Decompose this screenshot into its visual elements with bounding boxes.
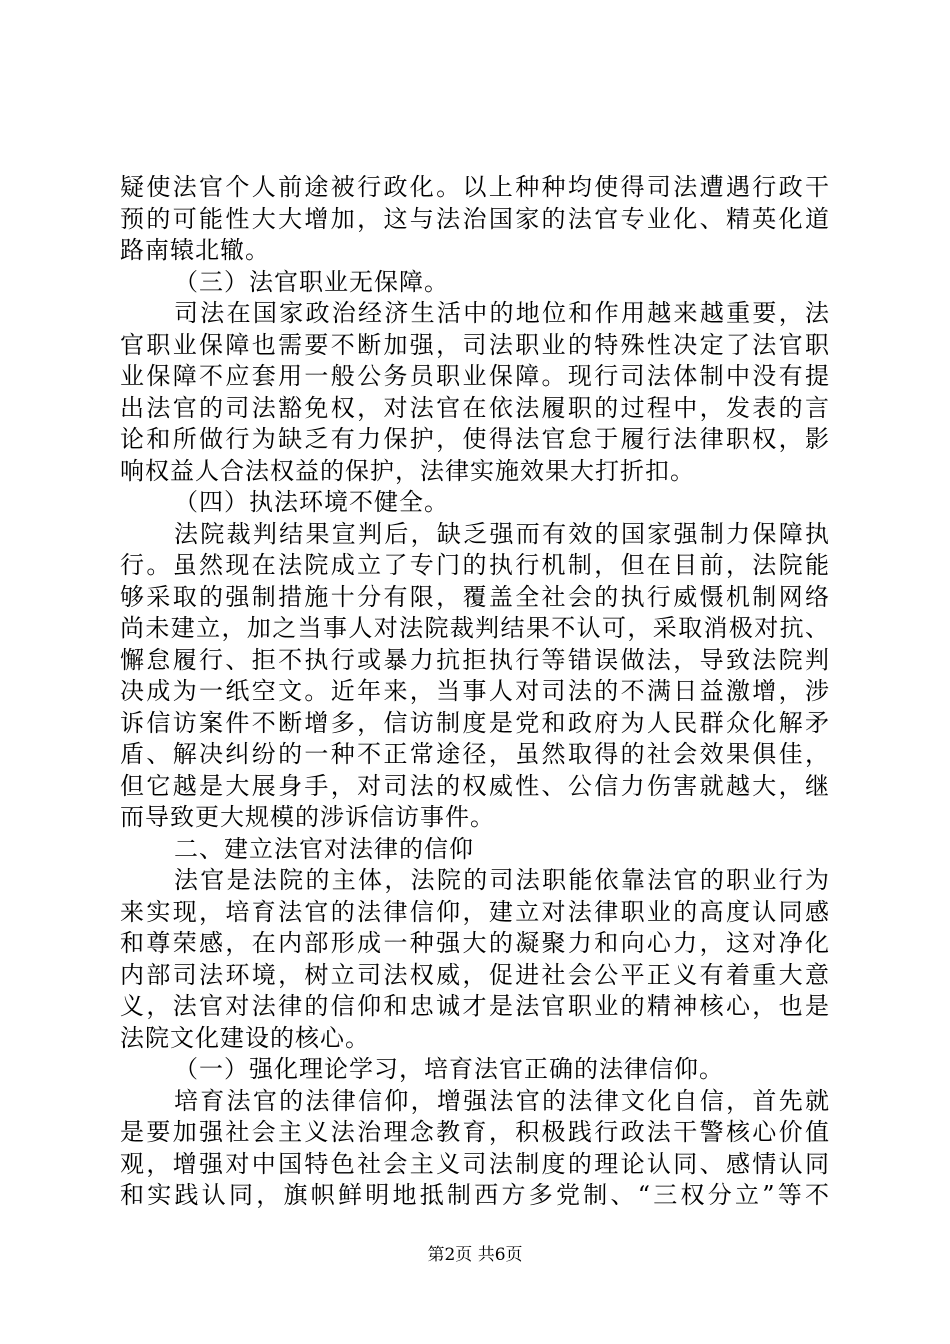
text-line: 决成为一纸空文。近年来，当事人对司法的不满日益激增，涉 bbox=[120, 677, 830, 705]
section-heading: （一）强化理论学习，培育法官正确的法律信仰。 bbox=[174, 1055, 724, 1083]
text-line: 路南辕北辙。 bbox=[120, 236, 270, 264]
text-line: 培育法官的法律信仰，增强法官的法律文化自信，首先就 bbox=[174, 1086, 830, 1115]
text-line: 响权益人合法权益的保护，法律实施效果大打折扣。 bbox=[120, 456, 695, 485]
text-line: 出法官的司法豁免权，对法官在依法履职的过程中，发表的言 bbox=[120, 393, 830, 422]
text-line: 疑使法官个人前途被行政化。以上种种均使得司法遭遇行政干 bbox=[120, 173, 830, 201]
text-line: 业保障不应套用一般公务员职业保障。现行司法体制中没有提 bbox=[120, 362, 830, 390]
text-line: 懈怠履行、拒不执行或暴力抗拒执行等错误做法，导致法院判 bbox=[120, 645, 830, 674]
section-heading: 二、建立法官对法律的信仰 bbox=[174, 834, 474, 863]
text-line: 法院裁判结果宣判后，缺乏强而有效的国家强制力保障执 bbox=[174, 519, 830, 548]
text-line: 诉信访案件不断增多，信访制度是党和政府为人民群众化解矛 bbox=[120, 708, 830, 737]
page-footer: 第2页 共6页 bbox=[427, 1245, 523, 1265]
text-line: 义，法官对法律的信仰和忠诚才是法官职业的精神核心，也是 bbox=[120, 992, 830, 1020]
text-line: 观，增强对中国特色社会主义司法制度的理论认同、感情认同 bbox=[120, 1149, 830, 1178]
text-line: 司法在国家政治经济生活中的地位和作用越来越重要，法 bbox=[174, 299, 830, 327]
text-line: 盾、解决纠纷的一种不正常途径，虽然取得的社会效果俱佳， bbox=[120, 740, 830, 768]
text-line: 尚未建立，加之当事人对法院裁判结果不认可，采取消极对抗、 bbox=[120, 614, 830, 642]
text-line: 论和所做行为缺乏有力保护，使得法官怠于履行法律职权，影 bbox=[120, 425, 830, 453]
section-heading: （四）执法环境不健全。 bbox=[174, 488, 449, 516]
text-line: 和尊荣感，在内部形成一种强大的凝聚力和向心力，这对净化 bbox=[120, 929, 830, 957]
text-line: 够采取的强制措施十分有限，覆盖全社会的执行威慑机制网络 bbox=[120, 582, 830, 611]
text-line: 官职业保障也需要不断加强，司法职业的特殊性决定了法官职 bbox=[120, 330, 830, 359]
text-line: 内部司法环境，树立司法权威，促进社会公平正义有着重大意 bbox=[120, 960, 830, 989]
text-line: 行。虽然现在法院成立了专门的执行机制，但在目前，法院能 bbox=[120, 551, 830, 579]
text-line: 但它越是大展身手，对司法的权威性、公信力伤害就越大，继 bbox=[120, 771, 830, 800]
text-line: 而导致更大规模的涉诉信访事件。 bbox=[120, 803, 495, 831]
text-line: 和实践认同，旗帜鲜明地抵制西方多党制、“三权分立”等不 bbox=[120, 1181, 830, 1209]
text-line: 法院文化建设的核心。 bbox=[120, 1023, 370, 1052]
text-line: 预的可能性大大增加，这与法治国家的法官专业化、精英化道 bbox=[120, 204, 830, 233]
text-line: 是要加强社会主义法治理念教育，积极践行政法干警核心价值 bbox=[120, 1118, 830, 1146]
section-heading: （三）法官职业无保障。 bbox=[174, 267, 449, 296]
text-line: 来实现，培育法官的法律信仰，建立对法律职业的高度认同感 bbox=[120, 897, 830, 926]
text-line: 法官是法院的主体，法院的司法职能依靠法官的职业行为 bbox=[174, 866, 830, 894]
